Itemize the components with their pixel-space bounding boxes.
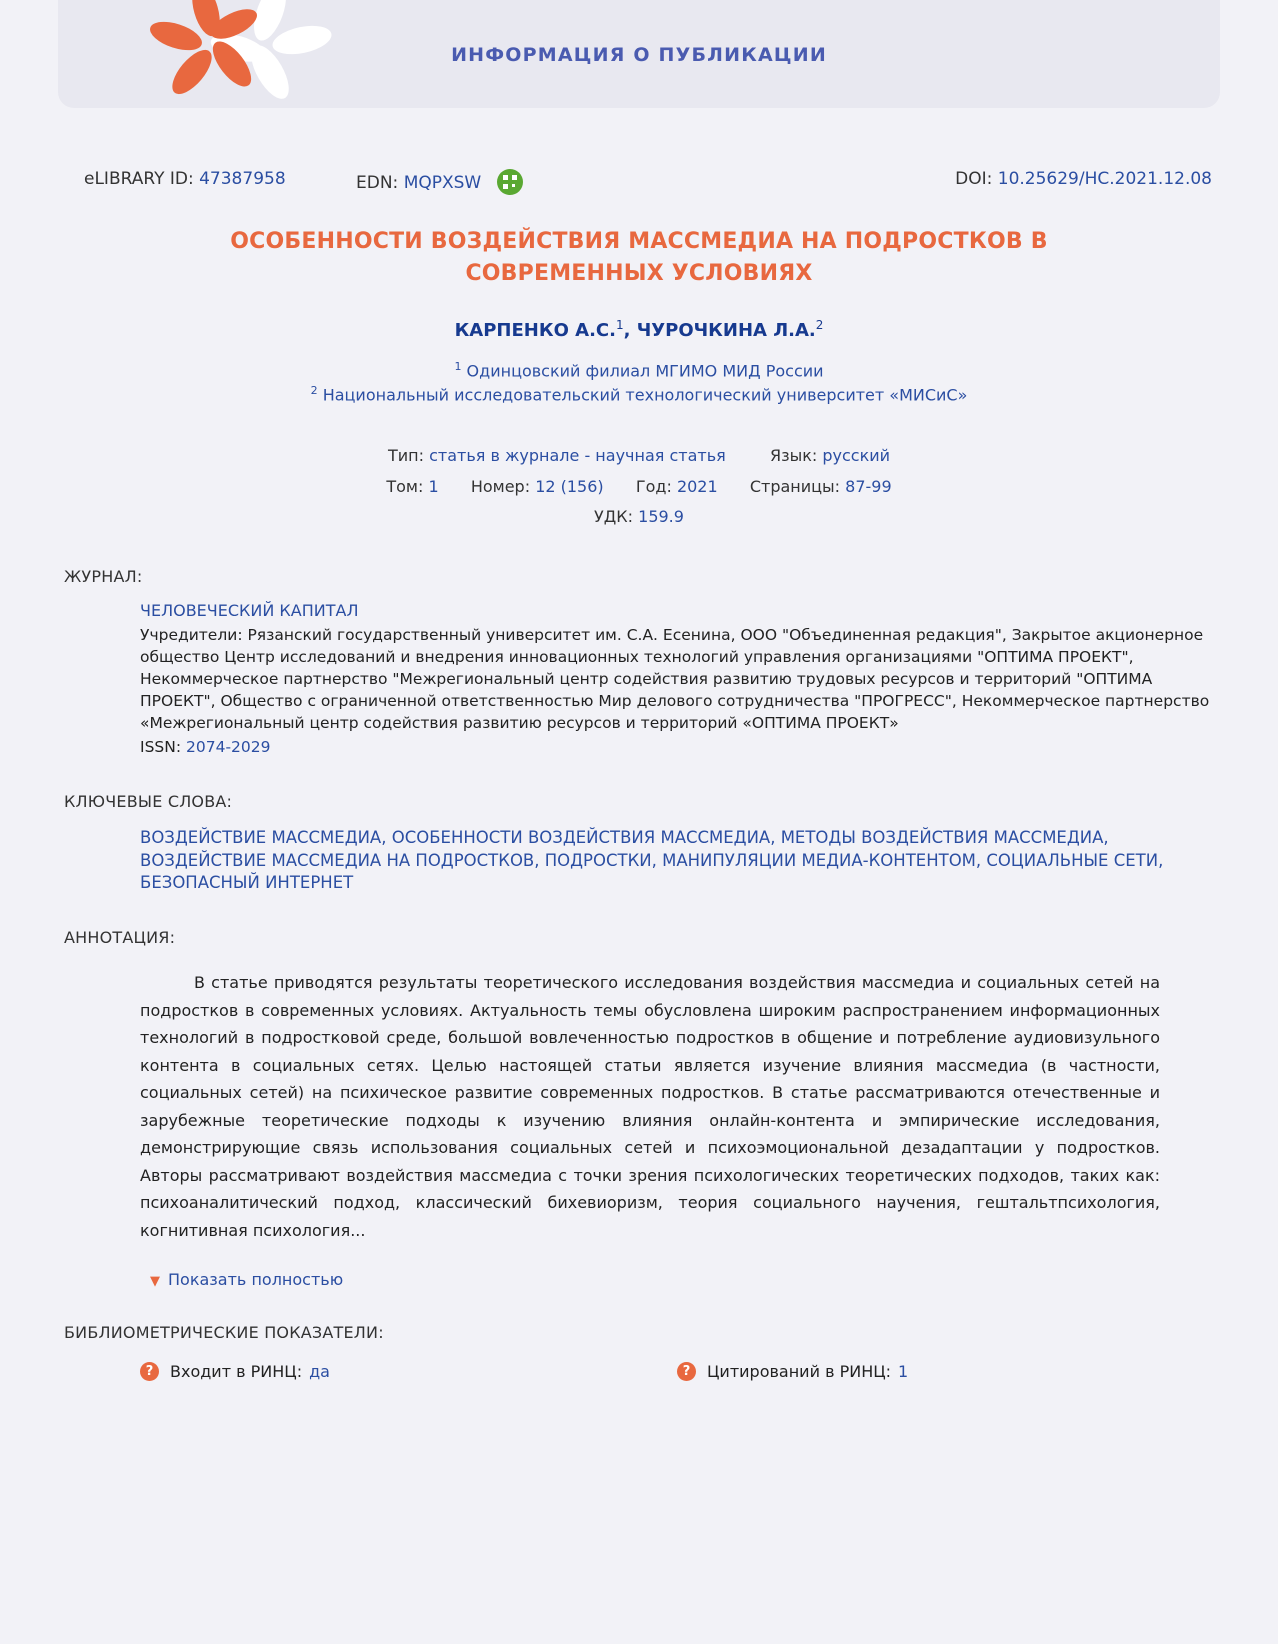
issn-value[interactable]: 2074-2029 [186, 738, 271, 757]
journal-founders: Учредители: Рязанский государственный университет им. С.А. Есенина, ООО "Объединенная редакция", Закрытое акционерное общество Центр исследований и внедрения инновационных технологий управления организациями "ОПТИМА ПРОЕКТ", Некоммерческое партнерство "Межрегиональный центр содействия развитию трудовых ресурсов и территорий "ОПТИМА ПРОЕКТ", Общество с ограниченной ответственностью Мир делового сотрудничества "ПРОГРЕСС", Некоммерческое партнерство «Межрегиональный центр содействия развитию ресурсов и территорий «ОПТИМА ПРОЕКТ» [140, 626, 1210, 733]
udk-value[interactable]: 159.9 [638, 507, 684, 527]
affiliation-marker: 1 [454, 359, 462, 373]
type-value[interactable]: статья в журнале - научная статья [429, 446, 726, 466]
question-mark-icon[interactable]: ? [677, 1362, 696, 1381]
facts-row-3 [60, 502, 1218, 532]
show-full-abstract-label: Показать полностью [168, 1270, 344, 1290]
triangle-down-icon: ▼ [150, 1274, 160, 1290]
affiliation-item [60, 359, 1218, 383]
article-title: ОСОБЕННОСТИ ВОЗДЕЙСТВИЯ МАССМЕДИА НА ПОДРОСТКОВ В СОВРЕМЕННЫХ УСЛОВИЯХ [230, 229, 1048, 286]
edn-group [356, 169, 523, 195]
bibliometric-item [677, 1362, 1214, 1381]
identifiers-row [58, 166, 1220, 196]
volume-value[interactable]: 1 [428, 476, 439, 496]
authors-line [60, 318, 1218, 341]
affiliation-name[interactable]: Одинцовский филиал МГИМО МИД России [466, 361, 824, 381]
affiliation-name[interactable]: Национальный исследовательский технологический университет «МИСиС» [322, 385, 968, 405]
affiliations [60, 359, 1218, 408]
page-title: ИНФОРМАЦИЯ О ПУБЛИКАЦИИ [451, 44, 827, 66]
pages-label: Страницы: [749, 476, 841, 496]
volume-label: Том: [386, 476, 424, 496]
keywords-section-label: КЛЮЧЕВЫЕ СЛОВА: [64, 792, 233, 812]
bibliometric-item [140, 1362, 677, 1381]
page-header [58, 0, 1220, 108]
type-label: Тип: [387, 446, 424, 466]
bibliometric-label: Цитирований в РИНЦ: [707, 1362, 892, 1382]
language-label: Язык: [769, 446, 818, 466]
language-value[interactable]: русский [822, 446, 891, 466]
year-label: Год: [635, 476, 672, 496]
authors-separator: , [623, 319, 637, 341]
author-affil-marker: 2 [815, 317, 824, 332]
number-value[interactable]: 12 (156) [535, 476, 604, 496]
affiliation-item [60, 383, 1218, 407]
journal-block [140, 600, 1214, 759]
journal-name[interactable]: ЧЕЛОВЕЧЕСКИЙ КАПИТАЛ [140, 600, 359, 620]
issn-row [140, 736, 1214, 758]
journal-section-label: ЖУРНАЛ: [64, 566, 143, 586]
edn-label: EDN: [356, 173, 399, 193]
year-value[interactable]: 2021 [676, 476, 718, 496]
facts-row-1 [60, 441, 1218, 471]
elibrary-id-group [84, 169, 286, 189]
keywords-list[interactable]: ВОЗДЕЙСТВИЕ МАССМЕДИА, ОСОБЕННОСТИ ВОЗДЕЙСТВИЯ МАССМЕДИА, МЕТОДЫ ВОЗДЕЙСТВИЯ МАССМЕДИА, ВОЗДЕЙСТВИЕ МАССМЕДИА НА ПОДРОСТКОВ, ПОДРОСТКИ, МАНИПУЛЯЦИИ МЕДИА-КОНТЕНТОМ, СОЦИАЛЬНЫЕ СЕТИ, БЕЗОПАСНЫЙ ИНТЕРНЕТ [140, 828, 1164, 892]
publication-facts [60, 441, 1218, 532]
doi-label: DOI: [955, 169, 993, 189]
facts-row-2 [60, 472, 1218, 502]
show-full-abstract-button[interactable] [150, 1270, 1278, 1289]
issn-label: ISSN: [140, 738, 182, 757]
edn-value[interactable]: MQPXSW [403, 173, 482, 193]
affiliation-marker: 2 [310, 384, 318, 398]
author-name[interactable]: КАРПЕНКО А.С. [454, 319, 616, 341]
elibrary-id-value[interactable]: 47387958 [199, 169, 286, 189]
author-affil-marker: 1 [615, 317, 624, 332]
bibliometric-value[interactable]: 1 [898, 1362, 909, 1382]
doi-group [955, 169, 1212, 189]
number-label: Номер: [470, 476, 531, 496]
elibrary-id-label: eLIBRARY ID: [84, 169, 194, 189]
bibliometric-label: Входит в РИНЦ: [170, 1362, 303, 1382]
doi-value[interactable]: 10.25629/HC.2021.12.08 [997, 169, 1212, 189]
udk-label: УДК: [594, 507, 634, 527]
bibliometric-value[interactable]: да [309, 1362, 330, 1382]
question-mark-icon[interactable]: ? [140, 1362, 159, 1381]
abstract-text: В статье приводятся результаты теоретического исследования воздействия массмедиа и социальных сетей на подростков в современных условиях. Актуальность темы обусловлена широким распространением информационных технологий в подростковой среде, большой вовлеченностью подростков в общение и потребление аудиовизульного контента в социальных сетях. Целью настоящей статьи является изучение влияния массмедиа (в частности, социальных сетей) на психическое развитие современных подростков. В статье рассматриваются отечественные и зарубежные теоретические подходы к изучению влияния онлайн-контента и эмпирические исследования, демонстрирующие связь использования социальных сетей и психоэмоциональной дезадаптации у подростков. Авторы рассматривают воздействия массмедиа с точки зрения психологических теоретических подходов, таких как: психоаналитический подход, классический бихевиоризм, теория социального научения, гештальтпсихология, когнитивная психология... [140, 973, 1160, 1240]
abstract-section-label: АННОТАЦИЯ: [64, 928, 176, 948]
author-name[interactable]: ЧУРОЧКИНА Л.А. [636, 319, 816, 341]
qr-code-icon[interactable] [497, 169, 523, 195]
pages-value[interactable]: 87-99 [845, 476, 892, 496]
bibliometrics-grid [140, 1362, 1214, 1381]
bibliometrics-section-label: БИБЛИОМЕТРИЧЕСКИЕ ПОКАЗАТЕЛИ: [64, 1323, 384, 1343]
